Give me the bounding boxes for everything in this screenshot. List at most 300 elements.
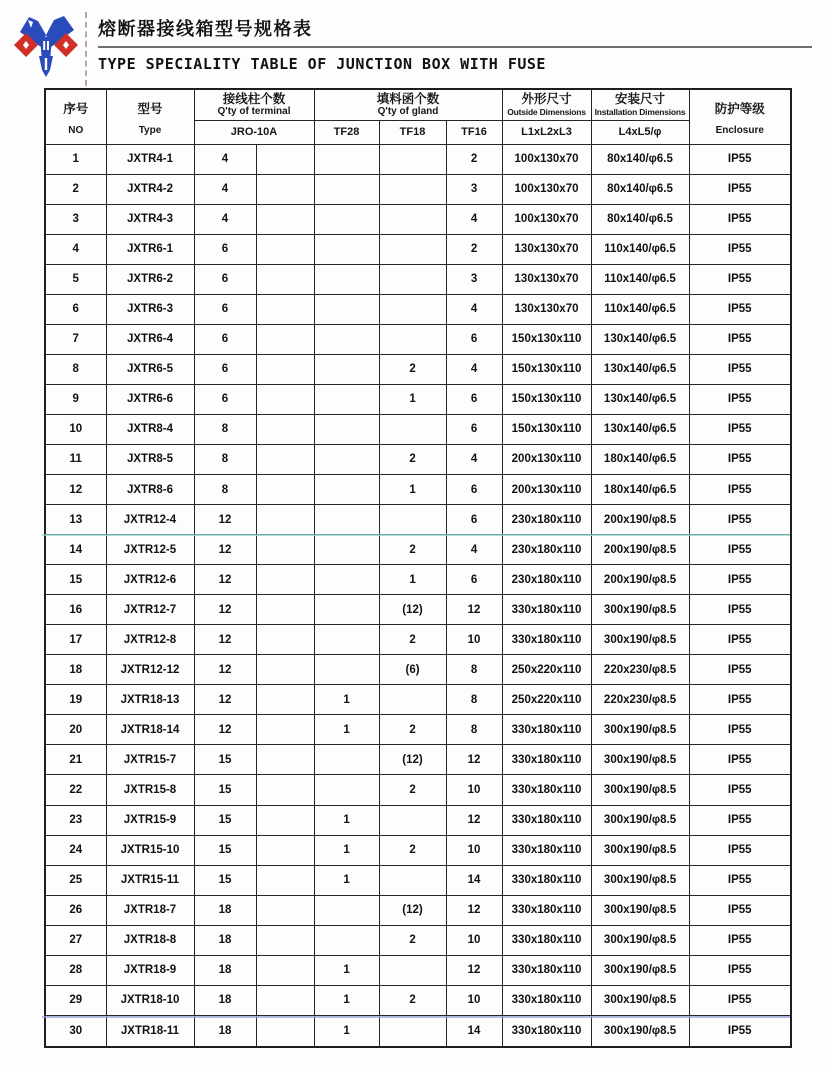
cell-tf18 xyxy=(379,805,446,835)
table-row xyxy=(45,805,791,835)
cell-installation-dimensions: 130x140/φ6.5 xyxy=(591,414,689,444)
title-divider-line xyxy=(98,46,812,48)
cell-outside-dimensions: 130x130x70 xyxy=(502,264,591,294)
table-row xyxy=(45,655,791,685)
cell-type: JXTR6-5 xyxy=(106,354,194,384)
cell-tf16: 12 xyxy=(446,745,502,775)
cell-enclosure: IP55 xyxy=(689,294,791,324)
cell-type: JXTR18-9 xyxy=(106,955,194,985)
table-row xyxy=(45,354,791,384)
cell-outside-dimensions: 230x180x110 xyxy=(502,565,591,595)
cell-tf18 xyxy=(379,1015,446,1047)
cell-outside-dimensions: 330x180x110 xyxy=(502,625,591,655)
cell-tf28: 1 xyxy=(314,865,379,895)
cell-tf16: 3 xyxy=(446,264,502,294)
cell-no: 10 xyxy=(45,414,106,444)
cell-no: 16 xyxy=(45,595,106,625)
col-header-terminal-en: Q'ty of terminal xyxy=(217,106,291,118)
cell-outside-dimensions: 330x180x110 xyxy=(502,805,591,835)
table-row xyxy=(45,685,791,715)
cell-terminal-qty: 12 xyxy=(194,625,256,655)
cell-enclosure: IP55 xyxy=(689,414,791,444)
cell-tf16: 6 xyxy=(446,475,502,505)
table-row xyxy=(45,865,791,895)
cell-tf18: (12) xyxy=(379,595,446,625)
cell-type: JXTR18-14 xyxy=(106,715,194,745)
cell-terminal-qty: 12 xyxy=(194,685,256,715)
cell-terminal-qty: 6 xyxy=(194,324,256,354)
cell-tf28: 1 xyxy=(314,835,379,865)
cell-terminal-qty-2 xyxy=(256,625,314,655)
cell-no: 18 xyxy=(45,655,106,685)
cell-enclosure: IP55 xyxy=(689,595,791,625)
cell-tf18 xyxy=(379,204,446,234)
cell-tf16: 14 xyxy=(446,1015,502,1047)
cell-no: 1 xyxy=(45,144,106,174)
cell-no: 12 xyxy=(45,475,106,505)
table-row xyxy=(45,985,791,1015)
cell-no: 28 xyxy=(45,955,106,985)
cell-enclosure: IP55 xyxy=(689,715,791,745)
table-row xyxy=(45,835,791,865)
company-logo xyxy=(12,10,80,84)
col-header-terminal-qty xyxy=(194,89,314,120)
cell-terminal-qty-2 xyxy=(256,384,314,414)
cell-terminal-qty-2 xyxy=(256,264,314,294)
cell-terminal-qty: 6 xyxy=(194,354,256,384)
cell-enclosure: IP55 xyxy=(689,505,791,535)
cell-type: JXTR6-4 xyxy=(106,324,194,354)
cell-tf18: 2 xyxy=(379,715,446,745)
col-header-gland-qty xyxy=(314,89,502,120)
table-row xyxy=(45,204,791,234)
cell-terminal-qty: 8 xyxy=(194,475,256,505)
cell-no: 29 xyxy=(45,985,106,1015)
col-header-tf28: TF28 xyxy=(314,120,379,144)
cell-outside-dimensions: 330x180x110 xyxy=(502,925,591,955)
cell-tf16: 4 xyxy=(446,535,502,565)
cell-tf28: 1 xyxy=(314,685,379,715)
cell-type: JXTR8-5 xyxy=(106,444,194,474)
cell-terminal-qty-2 xyxy=(256,414,314,444)
cell-tf18: (12) xyxy=(379,895,446,925)
cell-terminal-qty: 12 xyxy=(194,505,256,535)
table-row xyxy=(45,475,791,505)
cell-terminal-qty: 18 xyxy=(194,1015,256,1047)
cell-tf16: 12 xyxy=(446,955,502,985)
cell-outside-dimensions: 330x180x110 xyxy=(502,895,591,925)
cell-outside-dimensions: 150x130x110 xyxy=(502,384,591,414)
cell-tf28 xyxy=(314,144,379,174)
cell-installation-dimensions: 300x190/φ8.5 xyxy=(591,955,689,985)
cell-terminal-qty: 6 xyxy=(194,264,256,294)
cell-tf16: 6 xyxy=(446,565,502,595)
cell-tf16: 4 xyxy=(446,204,502,234)
cell-outside-dimensions: 200x130x110 xyxy=(502,475,591,505)
cell-type: JXTR6-6 xyxy=(106,384,194,414)
cell-terminal-qty-2 xyxy=(256,865,314,895)
cell-type: JXTR12-7 xyxy=(106,595,194,625)
cell-terminal-qty-2 xyxy=(256,715,314,745)
cell-enclosure: IP55 xyxy=(689,144,791,174)
col-header-tf16: TF16 xyxy=(446,120,502,144)
cell-terminal-qty-2 xyxy=(256,805,314,835)
table-row xyxy=(45,625,791,655)
cell-enclosure: IP55 xyxy=(689,775,791,805)
cell-installation-dimensions: 300x190/φ8.5 xyxy=(591,925,689,955)
cell-type: JXTR12-8 xyxy=(106,625,194,655)
cell-tf28: 1 xyxy=(314,955,379,985)
cell-tf16: 14 xyxy=(446,865,502,895)
cell-enclosure: IP55 xyxy=(689,535,791,565)
cell-terminal-qty: 12 xyxy=(194,535,256,565)
cell-type: JXTR15-9 xyxy=(106,805,194,835)
cell-outside-dimensions: 100x130x70 xyxy=(502,144,591,174)
cell-type: JXTR18-13 xyxy=(106,685,194,715)
table-row xyxy=(45,895,791,925)
cell-tf16: 8 xyxy=(446,715,502,745)
cell-tf28 xyxy=(314,925,379,955)
cell-no: 22 xyxy=(45,775,106,805)
cell-terminal-qty: 12 xyxy=(194,595,256,625)
cell-tf28: 1 xyxy=(314,1015,379,1047)
cell-tf28 xyxy=(314,505,379,535)
cell-tf16: 6 xyxy=(446,384,502,414)
cell-terminal-qty: 12 xyxy=(194,715,256,745)
cell-tf16: 2 xyxy=(446,234,502,264)
col-header-type xyxy=(106,89,194,144)
col-header-type-zh: 型号 xyxy=(137,100,163,116)
cell-no: 21 xyxy=(45,745,106,775)
cell-type: JXTR18-10 xyxy=(106,985,194,1015)
col-header-no-en: NO xyxy=(68,124,84,136)
page-title-english: TYPE SPECIALITY TABLE OF JUNCTION BOX WITH FUSE xyxy=(98,55,546,73)
cell-terminal-qty: 4 xyxy=(194,204,256,234)
cell-tf16: 6 xyxy=(446,414,502,444)
cell-enclosure: IP55 xyxy=(689,925,791,955)
cell-terminal-qty-2 xyxy=(256,234,314,264)
cell-terminal-qty-2 xyxy=(256,535,314,565)
cell-outside-dimensions: 250x220x110 xyxy=(502,685,591,715)
cell-tf18 xyxy=(379,685,446,715)
cell-outside-dimensions: 150x130x110 xyxy=(502,354,591,384)
cell-tf28 xyxy=(314,565,379,595)
table-row xyxy=(45,955,791,985)
cell-no: 7 xyxy=(45,324,106,354)
cell-terminal-qty: 15 xyxy=(194,805,256,835)
cell-outside-dimensions: 330x180x110 xyxy=(502,775,591,805)
cell-tf18 xyxy=(379,264,446,294)
cell-tf18 xyxy=(379,234,446,264)
col-header-installation-dimensions xyxy=(591,89,689,120)
cell-installation-dimensions: 110x140/φ6.5 xyxy=(591,234,689,264)
cell-terminal-qty-2 xyxy=(256,775,314,805)
cell-enclosure: IP55 xyxy=(689,174,791,204)
cell-no: 15 xyxy=(45,565,106,595)
cell-terminal-qty-2 xyxy=(256,745,314,775)
cell-type: JXTR4-2 xyxy=(106,174,194,204)
cell-installation-dimensions: 300x190/φ8.5 xyxy=(591,835,689,865)
cell-tf16: 4 xyxy=(446,294,502,324)
cell-terminal-qty: 4 xyxy=(194,144,256,174)
cell-tf28 xyxy=(314,414,379,444)
cell-installation-dimensions: 180x140/φ6.5 xyxy=(591,475,689,505)
cell-outside-dimensions: 330x180x110 xyxy=(502,745,591,775)
cell-no: 30 xyxy=(45,1015,106,1047)
cell-enclosure: IP55 xyxy=(689,324,791,354)
cell-installation-dimensions: 130x140/φ6.5 xyxy=(591,384,689,414)
col-header-outside-zh: 外形尺寸 xyxy=(521,91,572,107)
cell-tf18: 2 xyxy=(379,925,446,955)
cell-tf18: 2 xyxy=(379,835,446,865)
cell-terminal-qty-2 xyxy=(256,685,314,715)
cell-outside-dimensions: 100x130x70 xyxy=(502,204,591,234)
cell-tf18 xyxy=(379,414,446,444)
cell-terminal-qty: 6 xyxy=(194,384,256,414)
table-row xyxy=(45,384,791,414)
cell-installation-dimensions: 80x140/φ6.5 xyxy=(591,144,689,174)
table-row xyxy=(45,925,791,955)
cell-tf16: 6 xyxy=(446,324,502,354)
cell-type: JXTR4-3 xyxy=(106,204,194,234)
company-logo-icon xyxy=(12,10,80,84)
cell-tf18 xyxy=(379,144,446,174)
cell-tf16: 3 xyxy=(446,174,502,204)
cell-terminal-qty: 15 xyxy=(194,835,256,865)
cell-terminal-qty-2 xyxy=(256,655,314,685)
cell-terminal-qty: 12 xyxy=(194,565,256,595)
cell-installation-dimensions: 220x230/φ8.5 xyxy=(591,655,689,685)
cell-enclosure: IP55 xyxy=(689,475,791,505)
cell-outside-dimensions: 130x130x70 xyxy=(502,234,591,264)
table-row xyxy=(45,264,791,294)
cell-no: 6 xyxy=(45,294,106,324)
cell-type: JXTR6-3 xyxy=(106,294,194,324)
col-header-jro-10a: JRO-10A xyxy=(194,120,314,144)
cell-tf18 xyxy=(379,324,446,354)
cell-no: 24 xyxy=(45,835,106,865)
cell-installation-dimensions: 80x140/φ6.5 xyxy=(591,204,689,234)
cell-enclosure: IP55 xyxy=(689,565,791,595)
cell-type: JXTR8-4 xyxy=(106,414,194,444)
cell-outside-dimensions: 230x180x110 xyxy=(502,535,591,565)
cell-tf18: 2 xyxy=(379,985,446,1015)
cell-no: 14 xyxy=(45,535,106,565)
cell-tf18 xyxy=(379,174,446,204)
cell-enclosure: IP55 xyxy=(689,955,791,985)
cell-tf16: 8 xyxy=(446,685,502,715)
cell-tf16: 6 xyxy=(446,505,502,535)
cell-type: JXTR8-6 xyxy=(106,475,194,505)
col-header-install-en: Installation Dimensions xyxy=(594,106,686,117)
cell-tf18 xyxy=(379,955,446,985)
cell-tf28 xyxy=(314,354,379,384)
cell-type: JXTR18-7 xyxy=(106,895,194,925)
table-row xyxy=(45,174,791,204)
cell-no: 27 xyxy=(45,925,106,955)
cell-terminal-qty-2 xyxy=(256,565,314,595)
cell-no: 9 xyxy=(45,384,106,414)
cell-terminal-qty: 18 xyxy=(194,925,256,955)
col-header-install-zh: 安装尺寸 xyxy=(615,91,666,107)
cell-tf18: 2 xyxy=(379,444,446,474)
cell-no: 25 xyxy=(45,865,106,895)
cell-enclosure: IP55 xyxy=(689,264,791,294)
cell-tf18 xyxy=(379,294,446,324)
cell-tf16: 10 xyxy=(446,625,502,655)
cell-tf18: (12) xyxy=(379,745,446,775)
cell-tf28 xyxy=(314,775,379,805)
cell-terminal-qty: 12 xyxy=(194,655,256,685)
cell-type: JXTR6-1 xyxy=(106,234,194,264)
cell-enclosure: IP55 xyxy=(689,444,791,474)
cell-no: 2 xyxy=(45,174,106,204)
cell-outside-dimensions: 150x130x110 xyxy=(502,414,591,444)
cell-type: JXTR18-11 xyxy=(106,1015,194,1047)
cell-enclosure: IP55 xyxy=(689,384,791,414)
cell-outside-dimensions: 150x130x110 xyxy=(502,324,591,354)
cell-tf16: 12 xyxy=(446,895,502,925)
cell-terminal-qty-2 xyxy=(256,1015,314,1047)
cell-terminal-qty-2 xyxy=(256,985,314,1015)
cell-outside-dimensions: 330x180x110 xyxy=(502,985,591,1015)
cell-tf16: 4 xyxy=(446,444,502,474)
col-header-outside-dimensions xyxy=(502,89,591,120)
cell-enclosure: IP55 xyxy=(689,805,791,835)
col-header-enclosure xyxy=(689,89,791,144)
cell-tf16: 12 xyxy=(446,805,502,835)
cell-tf28 xyxy=(314,384,379,414)
cell-type: JXTR15-11 xyxy=(106,865,194,895)
cell-tf16: 12 xyxy=(446,595,502,625)
cell-type: JXTR12-5 xyxy=(106,535,194,565)
cell-tf28 xyxy=(314,264,379,294)
cell-no: 20 xyxy=(45,715,106,745)
cell-installation-dimensions: 300x190/φ8.5 xyxy=(591,865,689,895)
cell-terminal-qty: 6 xyxy=(194,294,256,324)
cell-tf28 xyxy=(314,895,379,925)
cell-tf28 xyxy=(314,475,379,505)
cell-terminal-qty-2 xyxy=(256,294,314,324)
cell-no: 17 xyxy=(45,625,106,655)
cell-tf18: 1 xyxy=(379,565,446,595)
cell-installation-dimensions: 300x190/φ8.5 xyxy=(591,805,689,835)
cell-tf18: 2 xyxy=(379,775,446,805)
cell-terminal-qty-2 xyxy=(256,324,314,354)
cell-tf18 xyxy=(379,505,446,535)
cell-tf16: 8 xyxy=(446,655,502,685)
cell-enclosure: IP55 xyxy=(689,835,791,865)
cell-type: JXTR18-8 xyxy=(106,925,194,955)
cell-terminal-qty-2 xyxy=(256,835,314,865)
col-header-enclosure-en: Enclosure xyxy=(715,124,764,136)
col-header-gland-zh: 填料函个数 xyxy=(376,91,440,107)
col-header-outside-en: Outside Dimensions xyxy=(507,106,586,117)
cell-tf28 xyxy=(314,174,379,204)
cell-installation-dimensions: 200x190/φ8.5 xyxy=(591,565,689,595)
table-row xyxy=(45,775,791,805)
table-row xyxy=(45,565,791,595)
cell-no: 19 xyxy=(45,685,106,715)
cell-tf16: 10 xyxy=(446,985,502,1015)
cell-installation-dimensions: 300x190/φ8.5 xyxy=(591,985,689,1015)
cell-enclosure: IP55 xyxy=(689,354,791,384)
cell-type: JXTR15-8 xyxy=(106,775,194,805)
cell-tf18: 2 xyxy=(379,625,446,655)
cell-terminal-qty: 15 xyxy=(194,865,256,895)
page-title-chinese: 熔断器接线箱型号规格表 xyxy=(98,19,313,40)
col-header-tf18: TF18 xyxy=(379,120,446,144)
table-row xyxy=(45,234,791,264)
cell-tf16: 10 xyxy=(446,925,502,955)
cell-tf18: 2 xyxy=(379,535,446,565)
table-row xyxy=(45,294,791,324)
cell-outside-dimensions: 330x180x110 xyxy=(502,865,591,895)
cell-tf28 xyxy=(314,745,379,775)
cell-terminal-qty: 8 xyxy=(194,414,256,444)
cell-tf18: 2 xyxy=(379,354,446,384)
cell-outside-dimensions: 330x180x110 xyxy=(502,715,591,745)
cell-no: 4 xyxy=(45,234,106,264)
col-header-l1l2l3: L1xL2xL3 xyxy=(502,120,591,144)
page-header xyxy=(98,15,812,73)
cell-no: 13 xyxy=(45,505,106,535)
cell-tf28: 1 xyxy=(314,805,379,835)
cell-type: JXTR15-7 xyxy=(106,745,194,775)
cell-terminal-qty-2 xyxy=(256,895,314,925)
col-header-terminal-zh: 接线柱个数 xyxy=(222,91,286,107)
cell-terminal-qty-2 xyxy=(256,354,314,384)
cell-installation-dimensions: 110x140/φ6.5 xyxy=(591,264,689,294)
cell-installation-dimensions: 300x190/φ8.5 xyxy=(591,625,689,655)
cell-no: 8 xyxy=(45,354,106,384)
cell-terminal-qty-2 xyxy=(256,204,314,234)
cell-outside-dimensions: 230x180x110 xyxy=(502,505,591,535)
cell-type: JXTR15-10 xyxy=(106,835,194,865)
cell-installation-dimensions: 130x140/φ6.5 xyxy=(591,324,689,354)
cell-installation-dimensions: 180x140/φ6.5 xyxy=(591,444,689,474)
cell-tf18: 1 xyxy=(379,384,446,414)
cell-tf28 xyxy=(314,595,379,625)
cell-tf16: 10 xyxy=(446,835,502,865)
table-row xyxy=(45,715,791,745)
col-header-no xyxy=(45,89,106,144)
cell-outside-dimensions: 130x130x70 xyxy=(502,294,591,324)
table-row xyxy=(45,535,791,565)
cell-installation-dimensions: 130x140/φ6.5 xyxy=(591,354,689,384)
cell-tf28: 1 xyxy=(314,985,379,1015)
table-row xyxy=(45,745,791,775)
cell-installation-dimensions: 200x190/φ8.5 xyxy=(591,505,689,535)
table-row xyxy=(45,414,791,444)
cell-outside-dimensions: 100x130x70 xyxy=(502,174,591,204)
cell-terminal-qty-2 xyxy=(256,955,314,985)
cell-outside-dimensions: 330x180x110 xyxy=(502,595,591,625)
cell-outside-dimensions: 200x130x110 xyxy=(502,444,591,474)
cell-installation-dimensions: 220x230/φ8.5 xyxy=(591,685,689,715)
cell-type: JXTR12-4 xyxy=(106,505,194,535)
cell-terminal-qty: 8 xyxy=(194,444,256,474)
cell-tf16: 10 xyxy=(446,775,502,805)
cell-enclosure: IP55 xyxy=(689,234,791,264)
table-row xyxy=(45,1015,791,1047)
cell-no: 3 xyxy=(45,204,106,234)
cell-tf18 xyxy=(379,865,446,895)
col-header-enclosure-zh: 防护等级 xyxy=(714,100,765,116)
cell-installation-dimensions: 200x190/φ8.5 xyxy=(591,535,689,565)
cell-enclosure: IP55 xyxy=(689,745,791,775)
cell-enclosure: IP55 xyxy=(689,985,791,1015)
